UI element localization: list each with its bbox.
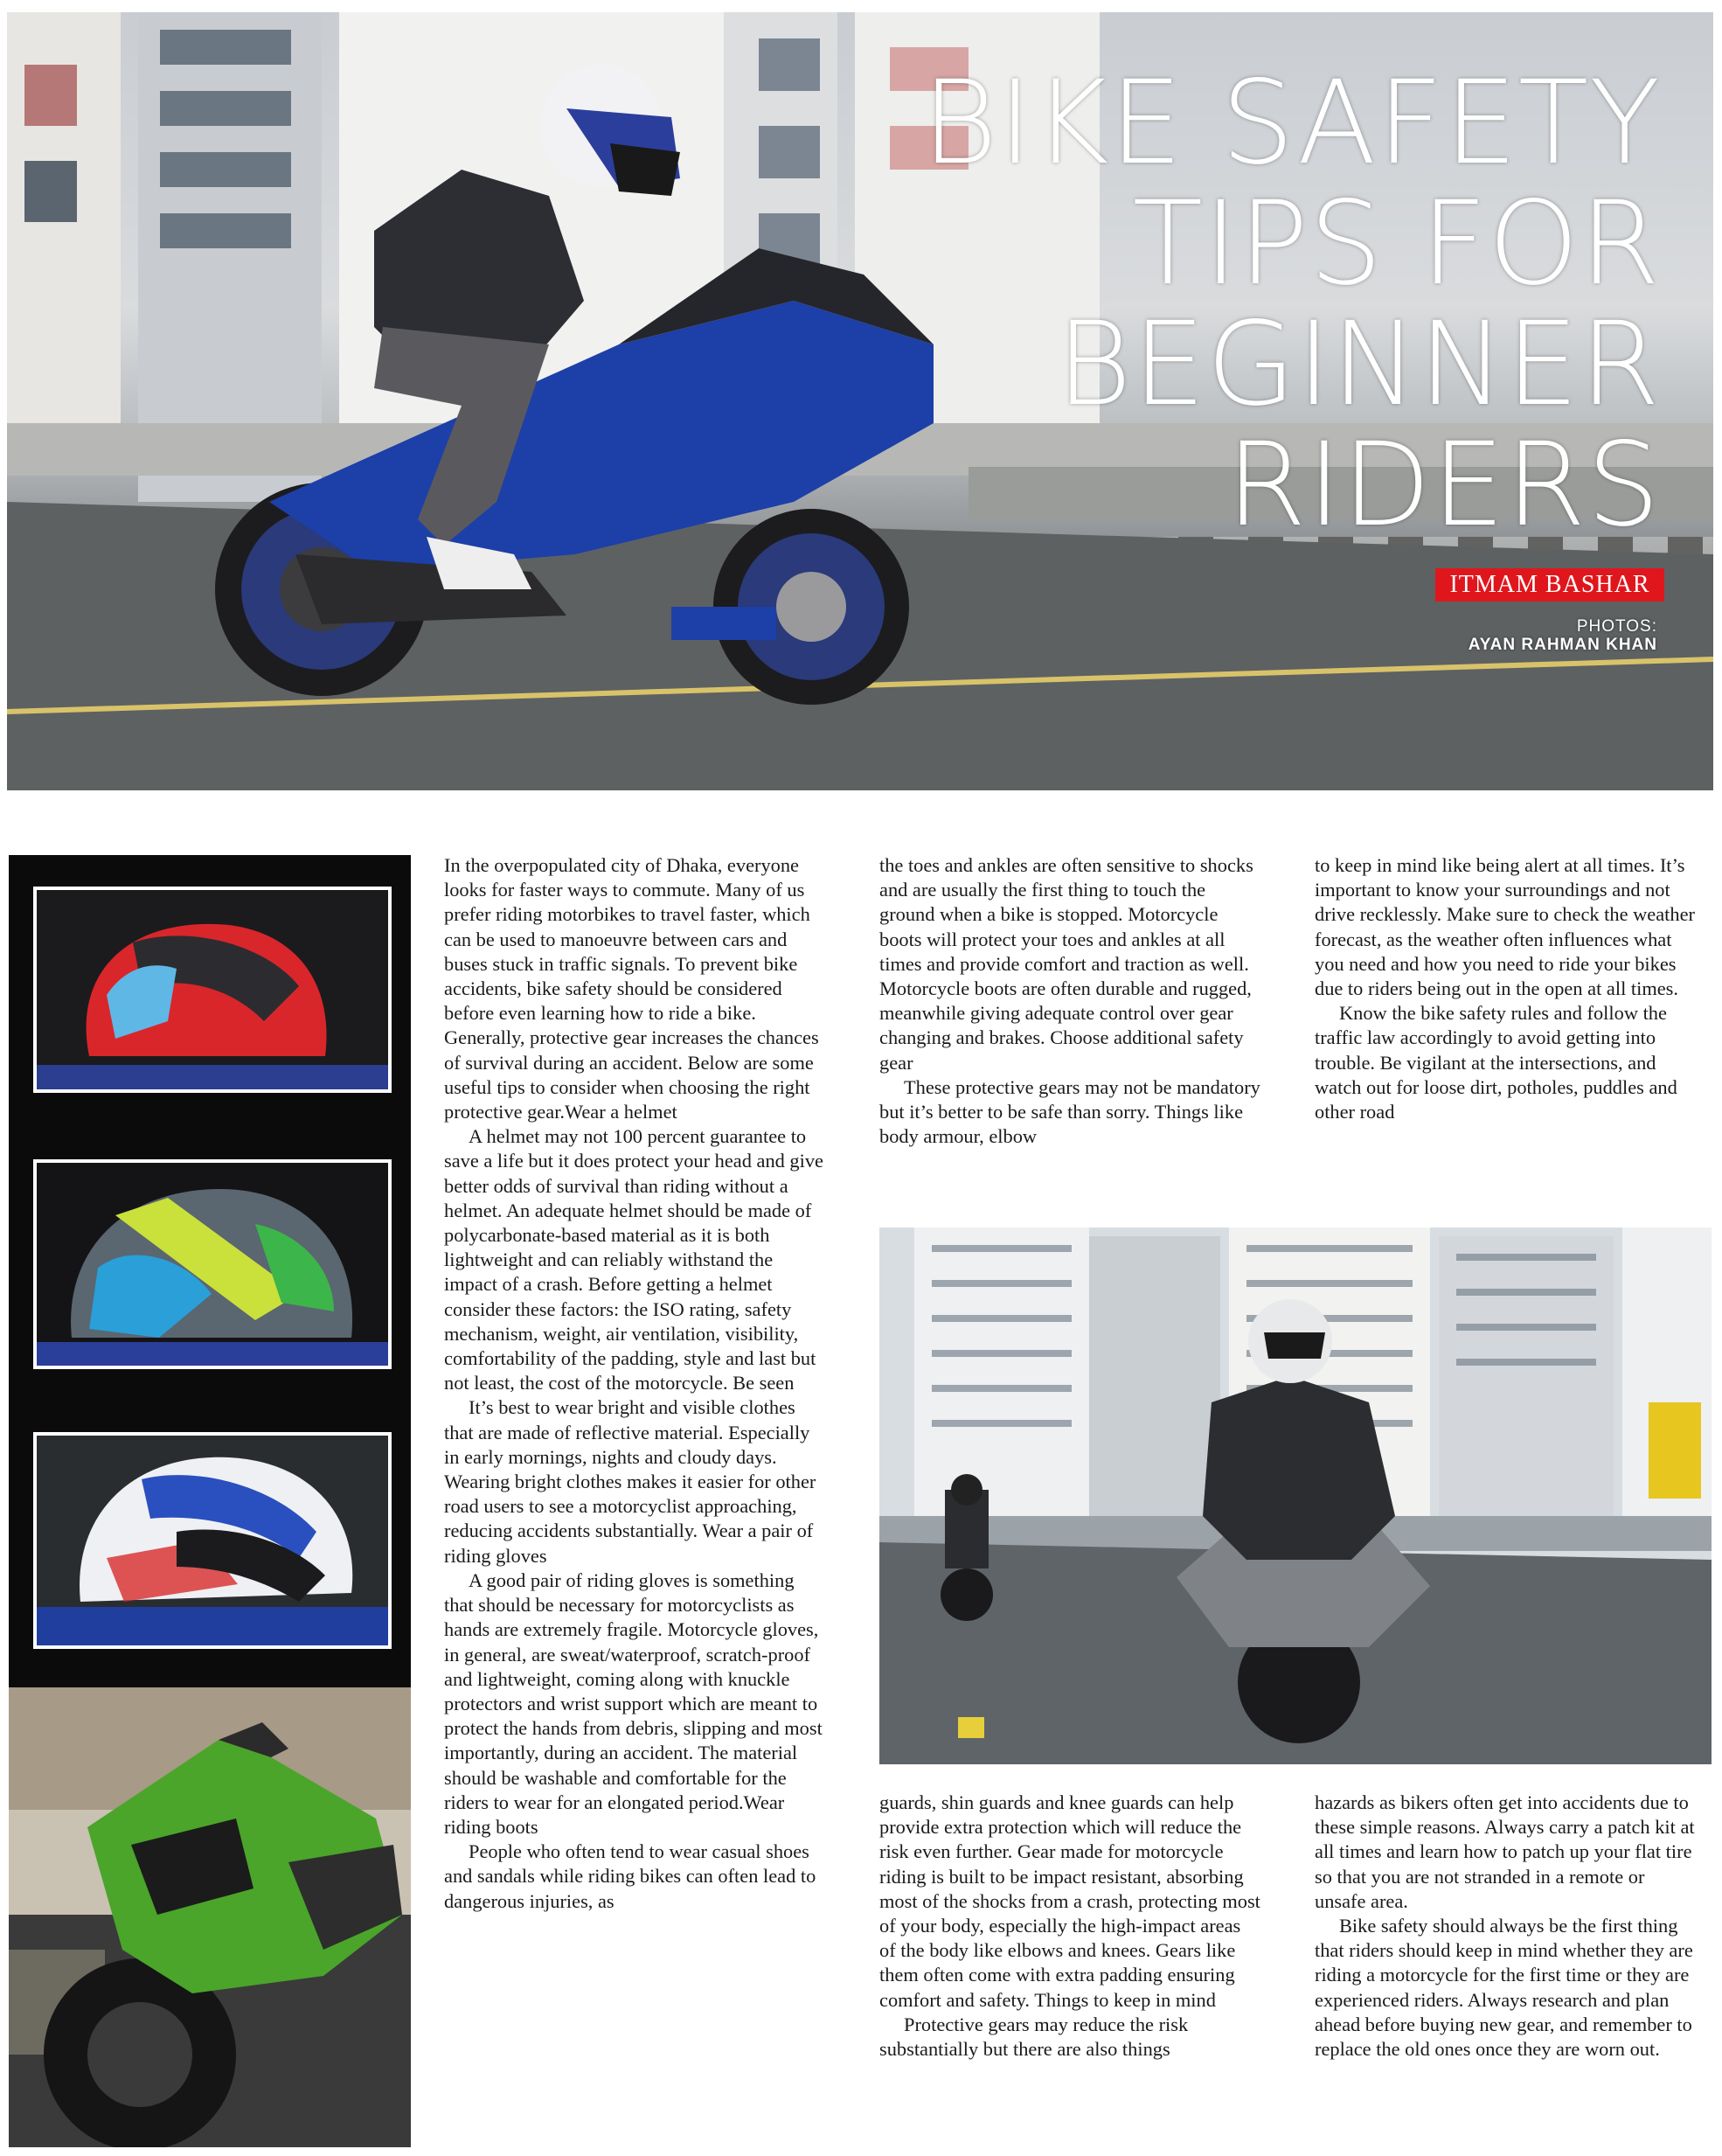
helmet-photo-green [33,1159,392,1369]
article-column-2-top [879,853,1260,1149]
photo-credit-name: AYAN RAHMAN KHAN [1468,636,1657,654]
helmet-photo-red [33,887,392,1093]
paragraph: A helmet may not 100 percent guarantee to save a life but it does protect your head and give better odds of survival than riding without a helmet. An adequate helmet should be made of polycarbonate-based material as it is both lightweight and can reliably withstand the impact of a crash. Before getting a helmet consider these factors: the ISO rating, safety mechanism, weight, air ventilation, visibility, comfortability of the padding, style and last but not least, the cost of the motorcycle. Be seen [444,1125,823,1394]
paragraph: A good pair of riding gloves is something that should be necessary for motorcyclists as hands are extremely fragile. Motorcycle gloves, in general, are sweat/waterproof, scratch-proof and lightweight, coming along with knuckle protectors and wrist support which are meant to protect the hands from debris, slipping and most importantly, during an accident. The material should be washable and comfortable for the riders to wear for an elongated period.Wear riding boots [444,1568,823,1838]
helmet-photo-blue [33,1432,392,1649]
paragraph: hazards as bikers often get into accidents due to these simple reasons. Always carry a patch kit at all times and learn how to patch up your flat tire so that you are not stranded in a remote or unsafe area. [1315,1791,1695,1912]
side-photo-strip [9,855,411,2147]
article-column-1 [444,853,825,1914]
article-column-3-bottom [1315,1791,1696,2062]
riders-on-street-photo [879,1228,1712,1764]
paragraph: to keep in mind like being alert at all times. It’s important to know your surroundings and not drive recklessly. Make sure to check the weather forecast, as the weather often influences what you need and how you need to ride your bikes due to riders being out in the open at all times. [1315,854,1695,1000]
author-byline: ITMAM BASHAR [1435,568,1664,602]
paragraph: In the overpopulated city of Dhaka, everyone looks for faster ways to commute. Many of us prefer riding motorbikes to travel faster, which can be used to manoeuvre between cars and buses stuck in traffic signals. To prevent bike accidents, bike safety should be considered before even learning how to ride a bike. Generally, protective gear increases the chances of survival during an accident. Below are some useful tips to consider when choosing the right protective gear.Wear a helmet [444,854,819,1123]
photo-credit [1469,617,1657,654]
paragraph: It’s best to wear bright and visible clothes that are made of reflective material. Especially in early mornings, nights and cloudy days. Wearing bright clothes makes it easier for other road users to see a motorcyclist approaching, reducing accidents substantially. Wear a pair of riding gloves [444,1396,816,1567]
paragraph: the toes and ankles are often sensitive to shocks and are usually the first thing to touch the ground when a bike is stopped. Motorcycle boots will protect your toes and ankles at all times and provide comfort and traction as well. Motorcycle boots are often durable and rugged, meanwhile giving adequate control over gear changing and brakes. Choose additional safety gear [879,854,1253,1074]
article-column-3-top [1315,853,1696,1124]
riders-street-illustration [879,1228,1712,1764]
paragraph: Protective gears may reduce the risk substantially but there are also things [879,2013,1189,2061]
article-title: BIKE SAFETY TIPS FOR BEGINNER RIDERS [921,56,1661,553]
article-column-2-bottom [879,1791,1260,2062]
paragraph: These protective gears may not be mandatory but it’s better to be safe than sorry. Things like body armour, elbow [879,1075,1260,1148]
helmet-green-illustration [37,1163,388,1366]
paragraph: guards, shin guards and knee guards can help provide extra protection which will reduce the risk even further. Gear made for motorcycle riding is built to be impact resistant, absorbing most of the shocks from a crash, protecting most of your body, especially the high-impact areas of the body like elbows and knees. Gears like them often come with extra padding ensuring comfort and safety. Things to keep in mind [879,1791,1260,2011]
paragraph: People who often tend to wear casual shoes and sandals while riding bikes can often lead to dangerous injuries, as [444,1840,816,1912]
helmet-red-illustration [37,890,388,1089]
green-ninja-photo [9,1687,411,2147]
green-motorcycle-illustration [9,1687,411,2147]
hero-photo [7,12,1713,790]
paragraph: Know the bike safety rules and follow the traffic law accordingly to avoid getting into trouble. Be vigilant at the intersections, and watch out for loose dirt, potholes, puddles and other road [1315,1002,1677,1123]
photo-credit-label: PHOTOS: [1576,617,1657,636]
helmet-blue-illustration [37,1436,388,1645]
paragraph: Bike safety should always be the first thing that riders should keep in mind whether they are riding a motorcycle for the first time or they are experienced riders. Always research and plan ahead before buying new gear, and remember to replace the old ones once they are worn out. [1315,1915,1693,2061]
